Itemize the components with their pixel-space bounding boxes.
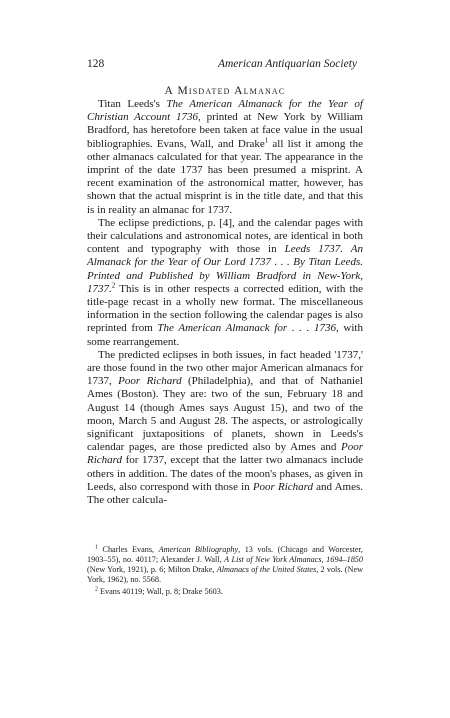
italic-run: A List of New York Almanacs, 1694–1850: [224, 555, 363, 564]
footnote-2: [87, 587, 363, 597]
footnote-ref: 2: [95, 586, 98, 593]
article-body: [87, 98, 363, 507]
text-run: This is in other respects a corrected edition, with the title-page recast in a wholly new format. The miscellaneous information in the section following the calendar pages is also reprinted from: [87, 282, 363, 335]
italic-run: Poor Richard: [252, 480, 314, 493]
footnote-ref: 2: [111, 281, 116, 290]
text-run: Charles Evans,: [98, 545, 159, 554]
text-run: with some rearrangement.: [87, 322, 363, 348]
text-run: for 1737, except that the latter two almanacs include others in addition. The dates of the moon's phases, as given in Leeds, also correspond with those in: [87, 454, 363, 493]
text-run: , 2 vols. (New York, 1962), no. 5568.: [87, 565, 363, 584]
journal-title: American Antiquarian Society: [217, 58, 357, 70]
text-run: Evans 40119; Wall, p. 8; Drake 5603.: [98, 587, 223, 596]
footnote-ref: 1: [264, 135, 269, 144]
text-run: (New York, 1921), p. 6; Milton Drake,: [87, 565, 217, 574]
italic-run: The American Almanack for the Year of Christian Account 1736: [87, 98, 363, 124]
text-run: all list it among the other almanacs calculated for that year. The appearance in the imprint of the date 1737 has been presumed a misprint. A recent examination of the astronomical matter, however, has shown that the actual misprint is in the title date, and that this is in reality an almanac for 1737.: [87, 137, 363, 216]
italic-run: Poor Richard: [118, 375, 182, 388]
text-run: Titan Leeds's: [98, 98, 167, 110]
italic-run: Almanacs of the United States: [216, 565, 317, 574]
text-run: , 13 vols. (Chicago and Worcester, 1903–55), no. 40117; Alexander J. Wall,: [87, 545, 363, 564]
italic-run: Poor Richard: [87, 441, 363, 467]
italic-run: The American Almanack for . . . 1736,: [157, 322, 339, 335]
footnote-ref: 1: [95, 544, 98, 551]
paragraph-2: [87, 217, 363, 349]
text-run: and Ames. The other calcula-: [87, 480, 363, 507]
text-run: The predicted eclipses in both issues, in fact headed '1737,' are those found in the two other major American almanacs for 1737,: [87, 348, 363, 388]
italic-run: American Bibliography: [158, 545, 239, 554]
footnotes: [87, 545, 363, 599]
page-number: 128: [87, 58, 105, 70]
italic-run: Leeds 1737. An Almanack for the Year of Our Lord 1737 . . . By Titan Leeds. Printed and Published by William Bradford in New-York, 1737.: [87, 243, 363, 295]
text-run: The eclipse predictions, p. [4], and the calendar pages with their calculations and astronomical notes, are identical in both content and typography with those in: [87, 216, 363, 256]
text-run: , printed at New York by William Bradford, has heretofore been taken at face value in the usual bibliographies. Evans, Wall, and Drake: [87, 111, 363, 150]
paragraph-3: [87, 349, 363, 507]
paragraph-1: [87, 98, 363, 217]
text-run: (Philadelphia), and that of Nathaniel Ames (Boston). They are: two of the sun, February 18 and August 14 (though Ames says August 15), and two of the moon, March 5 and August 28. The aspects, or astrologically significant juxtapositions of planets, shown in Leeds's calendar pages, are those predicted also by Ames and: [87, 375, 363, 454]
footnote-1: [87, 545, 363, 585]
section-title: A Misdated Almanac: [164, 85, 286, 97]
